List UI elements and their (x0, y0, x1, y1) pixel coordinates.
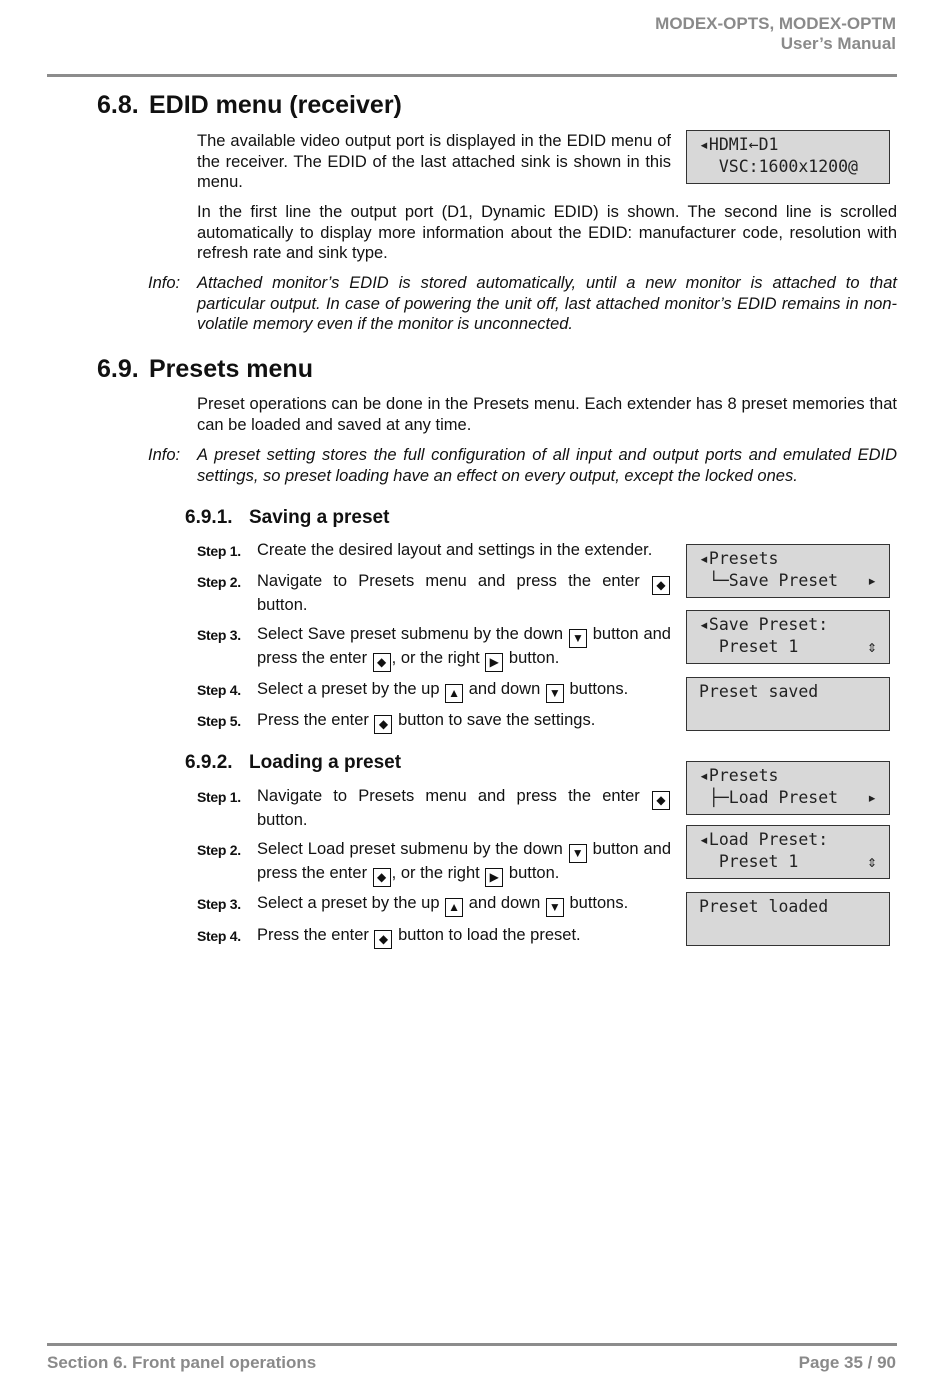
down-key-icon: ▼ (569, 629, 587, 648)
step-label: Step 2. (197, 574, 241, 590)
enter-key-icon: ◆ (652, 791, 670, 810)
presets-paragraph: Preset operations can be done in the Presets menu. Each extender has 8 preset memories that can be loaded and saved at any time. (197, 395, 897, 434)
step-text: button and press the enter (257, 840, 671, 882)
step-text: buttons. (569, 680, 629, 698)
load-step-1 (197, 786, 671, 831)
lcd-load-preset (686, 825, 890, 879)
enter-key-icon: ◆ (373, 868, 391, 887)
section-number: 6.8. (97, 91, 139, 119)
info-label: Info: (148, 274, 181, 292)
step-label: Step 4. (197, 928, 241, 944)
step-text: Select a preset by the up (257, 680, 440, 698)
subsection-title: Loading a preset (249, 752, 402, 773)
up-key-icon: ▲ (445, 898, 463, 917)
load-step-3 (197, 893, 671, 917)
save-step-4 (197, 679, 671, 703)
step-label: Step 5. (197, 713, 241, 729)
edid-info: Attached monitor’s EDID is stored automatically, until a new monitor is attached to that particular output. In case of powering the unit off, last attached monitor’s EDID remains in non-volatile memory even if the monitor is unconnected. (197, 274, 897, 333)
step-text: Press the enter (257, 926, 369, 944)
lcd-line-1: ◂Load Preset: (699, 830, 829, 849)
lcd-line-2: Preset 1 ⇕ (699, 852, 877, 871)
lcd-line-1: ◂Presets (699, 766, 779, 785)
subsection-heading-6-9-1 (185, 507, 389, 529)
header-doc: User’s Manual (780, 34, 896, 53)
step-text: button to load the preset. (398, 926, 581, 944)
step-text: Navigate to Presets menu and press the enter (257, 572, 640, 590)
step-label: Step 3. (197, 896, 241, 912)
lcd-preset-loaded (686, 892, 890, 946)
footer-page: Page 35 / 90 (798, 1353, 896, 1372)
section-number: 6.9. (97, 355, 139, 383)
enter-key-icon: ◆ (373, 653, 391, 672)
footer-rule (47, 1343, 897, 1346)
right-key-icon: ▶ (485, 868, 503, 887)
step-text: Navigate to Presets menu and press the enter (257, 787, 640, 805)
lcd-line-1: ◂HDMI←D1 (699, 135, 779, 154)
step-text: Press the enter (257, 711, 369, 729)
lcd-line-1: ◂Save Preset: (699, 615, 829, 634)
step-text: buttons. (569, 894, 629, 912)
lcd-line-1: ◂Presets (699, 549, 779, 568)
step-text: button. (508, 864, 560, 882)
lcd-edid (686, 130, 890, 184)
enter-key-icon: ◆ (374, 930, 392, 949)
step-text: , or the right (391, 649, 480, 667)
lcd-line-1: Preset saved (699, 682, 819, 701)
presets-info: A preset setting stores the full configuration of all input and output ports and emulated EDID settings, so preset loading have an effect on every output, except the locked ones. (197, 446, 897, 485)
lcd-presets-save (686, 544, 890, 598)
lcd-line-2: └─Save Preset ▸ (699, 571, 877, 590)
subsection-heading-6-9-2 (185, 752, 401, 774)
page-header (655, 14, 896, 54)
step-label: Step 3. (197, 627, 241, 643)
step-text: button. (257, 596, 308, 614)
up-key-icon: ▲ (445, 684, 463, 703)
enter-key-icon: ◆ (652, 576, 670, 595)
footer-section: Section 6. Front panel operations (47, 1353, 317, 1372)
lcd-preset-saved (686, 677, 890, 731)
up-down-arrow-icon: ⇕ (867, 637, 877, 656)
lcd-line-2: ├─Load Preset ▸ (699, 788, 877, 807)
step-text: button. (508, 649, 560, 667)
subsection-title: Saving a preset (249, 507, 390, 528)
step-text: and down (468, 680, 541, 698)
save-step-1 (197, 540, 671, 561)
right-key-icon: ▶ (485, 653, 503, 672)
step-text: Select a preset by the up (257, 894, 440, 912)
down-key-icon: ▼ (546, 898, 564, 917)
enter-key-icon: ◆ (374, 715, 392, 734)
section-heading-6-9 (97, 355, 313, 384)
lcd-line-2: Preset 1 ⇕ (699, 637, 877, 656)
save-step-2 (197, 571, 671, 616)
lcd-line-1: Preset loaded (699, 897, 829, 916)
subsection-number: 6.9.1. (185, 507, 233, 528)
lcd-line-2: VSC:1600x1200@ (699, 157, 858, 176)
right-arrow-icon: ▸ (867, 571, 877, 590)
load-step-4 (197, 925, 671, 949)
edid-paragraph-1: The available video output port is displayed in the EDID menu of the receiver. The EDID of the last attached sink is shown in this menu. (197, 132, 671, 191)
subsection-number: 6.9.2. (185, 752, 233, 773)
step-text: button to save the settings. (398, 711, 596, 729)
step-label: Step 4. (197, 682, 241, 698)
header-product: MODEX-OPTS, MODEX-OPTM (655, 14, 896, 33)
info-label: Info: (148, 446, 181, 464)
step-label: Step 1. (197, 543, 241, 559)
section-heading-6-8 (97, 91, 402, 120)
step-text: Create the desired layout and settings in the extender. (257, 541, 653, 559)
header-rule (47, 74, 897, 77)
save-step-3 (197, 624, 671, 672)
down-key-icon: ▼ (569, 844, 587, 863)
step-label: Step 2. (197, 842, 241, 858)
lcd-save-preset (686, 610, 890, 664)
step-text: , or the right (391, 864, 480, 882)
right-arrow-icon: ▸ (867, 788, 877, 807)
step-label: Step 1. (197, 789, 241, 805)
step-text: and down (468, 894, 541, 912)
edid-paragraph-2: In the first line the output port (D1, Dynamic EDID) is shown. The second line is scrolled automatically to display more information about the EDID: manufacturer code, resolution with refresh rate and sink type. (197, 203, 897, 262)
step-text: button and press the enter (257, 625, 671, 667)
step-text: Select Load preset submenu by the down (257, 840, 563, 858)
down-key-icon: ▼ (546, 684, 564, 703)
section-title: EDID menu (receiver) (149, 91, 402, 119)
save-step-5 (197, 710, 671, 734)
section-title: Presets menu (149, 355, 313, 383)
lcd-presets-load (686, 761, 890, 815)
step-text: Select Save preset submenu by the down (257, 625, 564, 643)
up-down-arrow-icon: ⇕ (867, 852, 877, 871)
step-text: button. (257, 811, 308, 829)
load-step-2 (197, 839, 671, 887)
